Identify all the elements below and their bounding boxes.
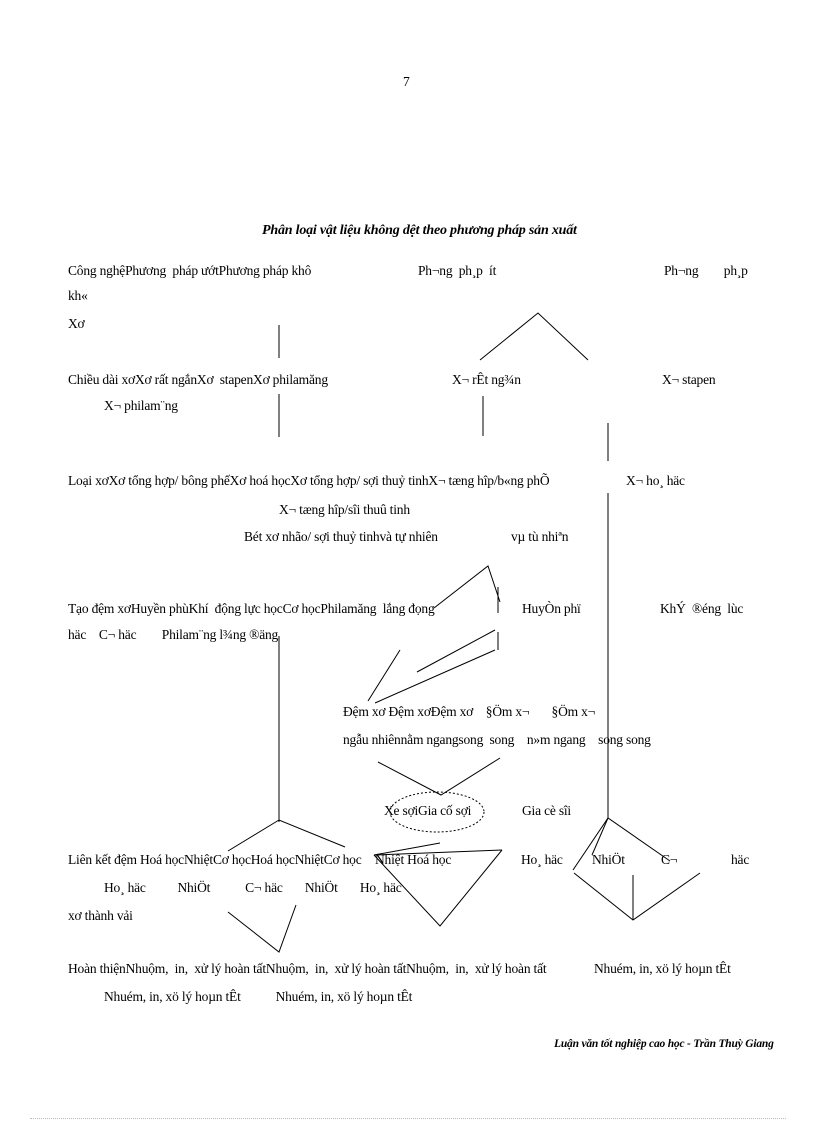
connector-line bbox=[228, 820, 345, 851]
connector-line bbox=[434, 566, 500, 608]
dem-xo-line1: Đệm xơ Đệm xơĐệm xơ §Öm x¬ §Öm x¬ bbox=[343, 704, 596, 719]
chieu-dai-fw2: X¬ stapen bbox=[662, 372, 716, 387]
connector-line bbox=[374, 850, 502, 855]
loai-xo-label: Loại xơXơ tổng hợp/ bông phếXơ hoá họcXơ tổng hợp/ sợi thuỷ tinhX¬ tæng hîp/b«ng phÕ bbox=[68, 473, 550, 488]
gia-co-ellipse bbox=[390, 792, 484, 832]
loai-xo-fw2: X¬ tæng hîp/sîi thuû tinh bbox=[279, 502, 410, 517]
loai-xo-line2: Bét xơ nhão/ sợi thuỷ tinhvà tự nhiên bbox=[244, 529, 438, 544]
tao-dem-fw3: häc C¬ häc Philam¨ng l¾ng ®äng bbox=[68, 627, 279, 642]
gia-co-fw: Gia cè sîi bbox=[522, 803, 571, 818]
connector-line bbox=[574, 873, 700, 920]
document-title: Phân loại vật liệu không dệt theo phương pháp sản xuất bbox=[262, 223, 577, 238]
connector-line bbox=[375, 650, 495, 703]
lien-ket-fw2: Ho¸ häc bbox=[521, 852, 563, 867]
loai-xo-fw3: vµ tù nhiªn bbox=[511, 529, 569, 544]
connector-line bbox=[480, 313, 588, 360]
gia-co-label: Xe sợiGia cố sợi bbox=[384, 803, 472, 818]
chieu-dai-fw3: X¬ philam¨ng bbox=[104, 398, 178, 413]
connector-line bbox=[228, 905, 296, 952]
lien-ket-fw5: häc bbox=[731, 852, 750, 867]
connector-line bbox=[592, 818, 608, 855]
hoan-thien-label: Hoàn thiệnNhuộm, in, xử lý hoàn tấtNhuộm, in, xử lý hoàn tấtNhuộm, in, xử lý hoàn tất bbox=[68, 961, 547, 976]
cong-nghe-label: Công nghệPhương pháp ướtPhương pháp khô bbox=[68, 263, 312, 278]
tao-dem-fw2: KhÝ ®éng lùc bbox=[660, 601, 744, 616]
cong-nghe-fw3: kh« bbox=[68, 288, 88, 303]
xo-label: Xơ bbox=[68, 316, 85, 331]
lien-ket-fw1: Nhiệt Hoá học bbox=[375, 852, 452, 867]
hoan-thien-fw1: Nhuém, in, xö lý hoµn tÊt bbox=[594, 961, 731, 976]
connector-line bbox=[417, 630, 495, 672]
lien-ket-line2: Ho¸ häc NhiÖt C¬ häc NhiÖt Ho¸ häc bbox=[104, 880, 402, 895]
cong-nghe-fw1: Ph¬ng ph¸p ít bbox=[418, 263, 497, 278]
page-number: 7 bbox=[403, 74, 410, 89]
connector-line bbox=[573, 818, 670, 870]
tao-dem-label: Tạo đệm xơHuyền phùKhí động lực họcCơ họcPhilamăng lắng đọng bbox=[68, 601, 435, 616]
tao-dem-fw1: HuyÒn phï bbox=[522, 601, 581, 616]
connector-line bbox=[368, 650, 400, 701]
lien-ket-fw4: C¬ bbox=[661, 852, 678, 867]
cong-nghe-fw2: Ph¬ng ph¸p bbox=[664, 263, 748, 278]
connector-line bbox=[378, 758, 500, 795]
lien-ket-line3: xơ thành vải bbox=[68, 908, 133, 923]
dem-xo-line2: ngẫu nhiênnằm ngangsong song n»m ngang song song bbox=[343, 732, 651, 747]
chieu-dai-label: Chiều dài xơXơ rất ngắnXơ stapenXơ philamăng bbox=[68, 372, 328, 387]
loai-xo-fw1: X¬ ho¸ häc bbox=[626, 473, 685, 488]
lien-ket-fw3: NhiÖt bbox=[592, 852, 625, 867]
chieu-dai-fw1: X¬ rÊt ng¾n bbox=[452, 372, 521, 387]
hoan-thien-line2: Nhuém, in, xö lý hoµn tÊt Nhuém, in, xö lý hoµn tÊt bbox=[104, 989, 413, 1004]
connector-line bbox=[374, 850, 502, 926]
page-bottom-rule bbox=[30, 1118, 786, 1119]
lien-ket-label: Liên kết đệm Hoá họcNhiệtCơ họcHoá họcNhiệtCơ học bbox=[68, 852, 362, 867]
document-footer: Luận văn tốt nghiệp cao học - Trần Thuỳ Giang bbox=[554, 1038, 774, 1050]
